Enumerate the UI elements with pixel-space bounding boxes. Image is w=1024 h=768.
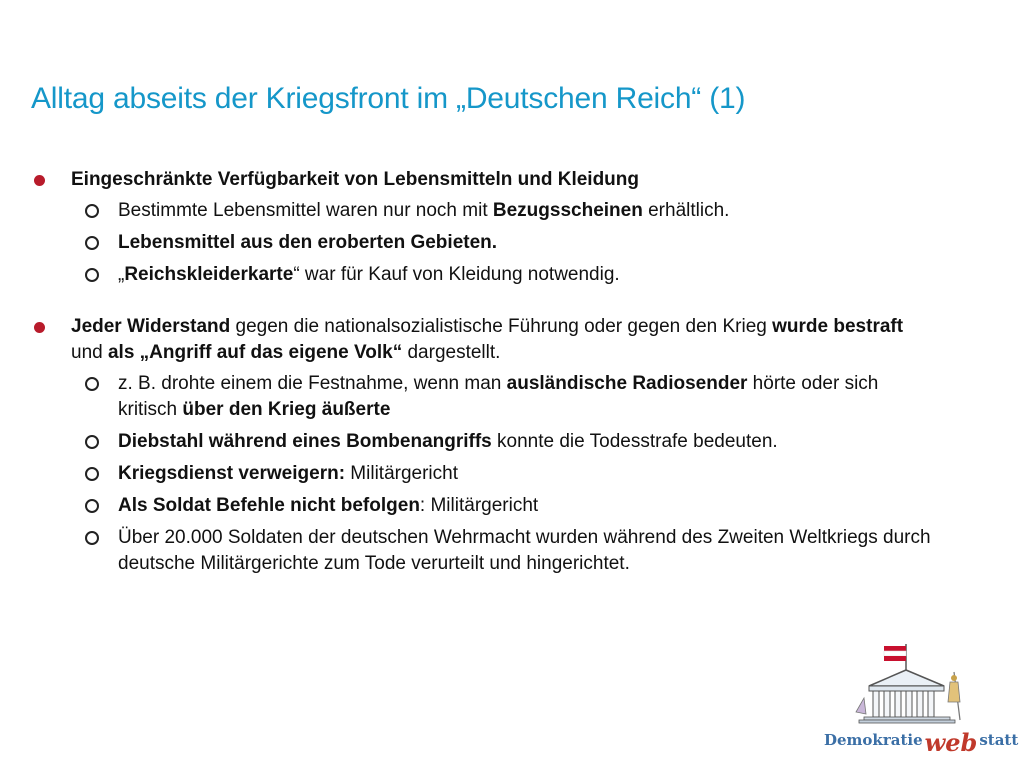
list-item: Bestimmte Lebensmittel waren nur noch mit Bezugsscheinen erhältlich. bbox=[71, 198, 934, 224]
ring-bullet-icon bbox=[85, 236, 99, 250]
section-heading: Eingeschränkte Verfügbarkeit von Lebensmitteln und Kleidung bbox=[71, 169, 639, 190]
list-item: „Reichskleiderkarte“ war für Kauf von Kleidung notwendig. bbox=[71, 262, 934, 288]
list-item: Als Soldat Befehle nicht befolgen: Militärgericht bbox=[71, 493, 934, 519]
list-item: z. B. drohte einem die Festnahme, wenn man ausländische Radiosender hörte oder sich kritisch über den Krieg äußerte bbox=[71, 371, 934, 423]
ring-bullet-icon bbox=[85, 268, 99, 282]
logo-wordmark: Demokratieweb statt bbox=[824, 728, 1019, 757]
list-item: Über 20.000 Soldaten der deutschen Wehrmacht wurden während des Zweiten Weltkriegs durch deutsche Militärgerichte zum Tode verurteilt und hingerichtet. bbox=[71, 525, 934, 577]
list-item: Lebensmittel aus den eroberten Gebieten. bbox=[71, 230, 934, 256]
bullet-section-resistance bbox=[34, 314, 934, 577]
ring-bullet-icon bbox=[85, 435, 99, 449]
section-heading: Jeder Widerstand gegen die nationalsozialistische Führung oder gegen den Krieg wurde bestraft und als „Angriff auf das eigene Volk“ dargestellt. bbox=[71, 316, 904, 363]
sub-list bbox=[71, 198, 934, 288]
ring-bullet-icon bbox=[85, 531, 99, 545]
ring-bullet-icon bbox=[85, 377, 99, 391]
list-item: Kriegsdienst verweigern: Militärgericht bbox=[71, 461, 934, 487]
bullet-section-food-clothing bbox=[34, 167, 934, 288]
red-bullet-icon bbox=[34, 322, 45, 333]
ring-bullet-icon bbox=[85, 499, 99, 513]
list-item: Diebstahl während eines Bombenangriffs konnte die Todesstrafe bedeuten. bbox=[71, 429, 934, 455]
ring-bullet-icon bbox=[85, 204, 99, 218]
demokratiewebstatt-logo bbox=[814, 642, 1019, 760]
red-bullet-icon bbox=[34, 175, 45, 186]
slide-title: Alltag abseits der Kriegsfront im „Deutschen Reich“ (1) bbox=[31, 82, 746, 115]
ring-bullet-icon bbox=[85, 467, 99, 481]
sub-list bbox=[71, 371, 934, 577]
slide-content bbox=[34, 167, 934, 583]
